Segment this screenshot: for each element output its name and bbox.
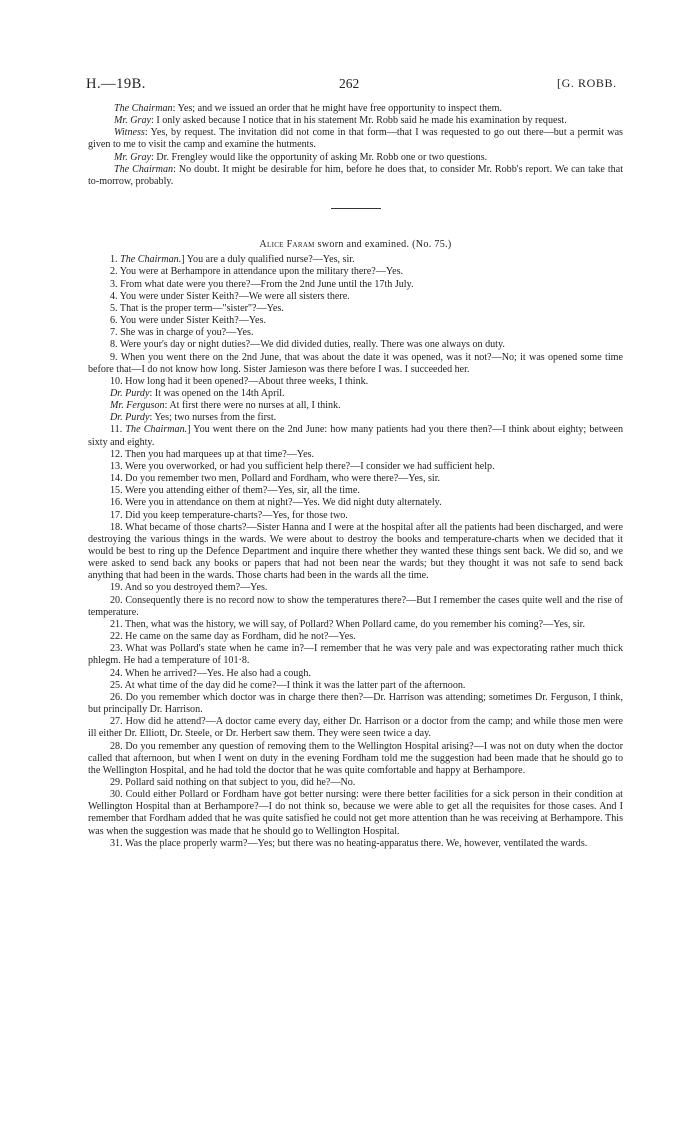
question-number: 17. (110, 509, 123, 521)
question-number: 2. (110, 266, 118, 278)
intro-paragraph: The Chairman: No doubt. It might be desirable for him, before he does that, to consider Mr. Robb's report. We can take that to-morrow, probably. (88, 163, 623, 187)
question-number: 24. (110, 667, 123, 679)
question-number: 30. (110, 789, 123, 801)
question-number: 19. (110, 582, 123, 594)
speaker-name: Dr. Purdy (110, 412, 150, 424)
question-text: Do you remember any question of removing them to the Wellington Hospital arising?—I was not on duty when the doctor called that afternoon, but when I went on duty in the evening Fordham told me the suggestion had been made that he should go to the Wellington Hospital, and he had told the doctor that he was quite comfortable and happy at Berhampore. (88, 740, 624, 776)
speaker-name: Mr. Gray (114, 115, 152, 127)
question-paragraph (88, 668, 623, 680)
section-title (88, 239, 623, 251)
question-paragraph (88, 838, 623, 850)
paragraph-text: Yes; and we issued an order that he might have free opportunity to inspect them. (175, 103, 502, 114)
question-text: : At first there were no nurses at all, I think. (164, 400, 341, 412)
question-text: You were under Sister Keith?—We were all sisters there. (119, 290, 350, 302)
question-number: 9. (110, 351, 118, 363)
question-text: She was in charge of you?—Yes. (120, 327, 254, 339)
question-paragraph (88, 777, 623, 789)
speaker-name: Mr. Gray (114, 151, 152, 163)
question-number: 4. (110, 290, 118, 302)
page-number: 262 (339, 76, 360, 91)
question-text: : Yes; two nurses from the first. (149, 412, 277, 424)
question-number: 7. (110, 327, 118, 339)
question-paragraph (88, 400, 623, 412)
question-text: You were under Sister Keith?—Yes. (119, 315, 266, 327)
question-paragraph (88, 291, 623, 303)
question-number: 28. (110, 740, 123, 752)
question-paragraph (88, 266, 623, 278)
question-text: When you went there on the 2nd June, that was about the date it was opened, was it not?—No; it was opened some time before that—I do not know how long. Sister Jamieson was there before I was. I succeeded her. (88, 351, 623, 375)
question-number: 1. (110, 254, 118, 266)
question-number: 31. (110, 837, 123, 849)
question-text: What was Pollard's state when he came in?—I remember that he was very pale and was expectorating rather much thick phlegm. He had a temperature of 101·8. (88, 643, 624, 667)
section-title-text: sworn and examined. (317, 239, 410, 251)
question-paragraph (88, 741, 623, 777)
question-number: 29. (110, 776, 123, 788)
question-paragraph (88, 376, 623, 388)
question-number: 26. (110, 691, 123, 703)
intro-paragraph: The Chairman: Yes; and we issued an order that he might have free opportunity to inspect them. (114, 103, 502, 114)
paragraph-text: No doubt. It might be desirable for him, before he does that, to consider Mr. Robb's report. We can take that to-morrow, probably. (88, 163, 623, 187)
question-paragraph (88, 254, 623, 266)
question-text: Do you remember which doctor was in charge there then?—Dr. Harrison was attending; sometimes Dr. Ferguson, I think, but principally Dr. Harrison. (88, 691, 623, 716)
question-paragraph (88, 388, 623, 400)
question-text: Were you overworked, or had you sufficient help there?—I consider we had sufficient help. (124, 460, 495, 472)
question-text: Were you attending either of them?—Yes, sir, all the time. (124, 485, 360, 497)
question-text: Consequently there is no record now to show the temperatures there?—But I remember the cases quite well and the rise of temperature. (88, 594, 623, 618)
question-text: Pollard said nothing on that subject to you, did he?—No. (125, 776, 356, 788)
question-paragraph (88, 412, 623, 424)
question-paragraph (88, 595, 623, 619)
question-paragraph (88, 716, 623, 740)
intro-block (88, 103, 623, 188)
question-paragraph (88, 327, 623, 339)
question-number: 15. (110, 485, 123, 497)
question-number: 23. (110, 643, 123, 655)
intro-paragraph: Witness: Yes, by request. The invitation did not come in that form—that I was requested to go out there—but a permit was given to me to visit the camp and examine the hutments. (88, 127, 623, 151)
question-number: 14. (110, 473, 123, 485)
question-number: 16. (110, 497, 123, 509)
question-text: Were you in attendance on them at night?—Yes. We did night duty alternately. (124, 497, 442, 509)
question-paragraph (88, 692, 623, 716)
question-number: 10. (110, 375, 123, 387)
speaker-name: The Chairman. (120, 254, 182, 266)
question-number: 27. (110, 716, 123, 728)
speaker-name: The Chairman (114, 163, 174, 175)
document-body (88, 103, 623, 850)
question-text: And so you destroyed them?—Yes. (124, 582, 268, 594)
speaker-name: The Chairman. (125, 424, 188, 436)
question-paragraph (88, 473, 623, 485)
question-text: : It was opened on the 14th April. (149, 387, 285, 399)
question-paragraph (88, 510, 623, 522)
question-text: How did he attend?—A doctor came every day, either Dr. Harrison or a doctor from the camp; and while those men were ill either Dr. Elliott, Dr. Steele, or Dr. Herbert saw them. They were seen twice a day. (88, 716, 623, 740)
question-number: 25. (110, 679, 123, 691)
question-text: Were your's day or night duties?—We did divided duties, really. There was one always on duty. (119, 339, 505, 351)
intro-paragraph: Mr. Gray: Dr. Frengley would like the opportunity of asking Mr. Robb one or two questions. (114, 151, 488, 163)
page-header (0, 76, 700, 98)
question-number: 22. (110, 631, 123, 643)
question-number: 20. (110, 594, 123, 606)
question-paragraph (88, 582, 623, 594)
question-paragraph (88, 497, 623, 509)
question-paragraph (88, 352, 623, 376)
question-number: 13. (110, 460, 123, 472)
question-number: 5. (110, 302, 118, 314)
question-paragraph (88, 339, 623, 351)
question-number: 3. (110, 278, 118, 290)
question-list (88, 254, 623, 850)
question-number: 6. (110, 315, 118, 327)
question-paragraph (88, 522, 623, 583)
speaker-name: Mr. Ferguson (110, 400, 165, 412)
question-paragraph (88, 789, 623, 838)
speaker-name: The Chairman (114, 103, 173, 114)
paragraph-text: Yes, by request. The invitation did not come in that form—that I was requested to go out there—but a permit was given to me to visit the camp and examine the hutments. (88, 127, 623, 151)
question-number: 21. (110, 618, 123, 630)
question-number: 8. (110, 339, 118, 351)
question-paragraph (88, 643, 623, 667)
question-text: Did you keep temperature-charts?—Yes, for those two. (125, 509, 348, 521)
question-text: He came on the same day as Fordham, did he not?—Yes. (125, 631, 356, 643)
question-paragraph (88, 619, 623, 631)
intro-paragraph: Mr. Gray: I only asked because I notice that in his statement Mr. Robb said he made his examination by request. (114, 115, 567, 127)
witness-number: (No. 75.) (412, 239, 452, 251)
question-text: Do you remember two men, Pollard and Fordham, who were there?—Yes, sir. (125, 473, 441, 485)
question-text: What became of those charts?—Sister Hanna and I were at the hospital after all the patients had been discharged, and were destroying the various things in the wards. We were about to destroy the books and temperature-charts when we decided that it would be best to ring up the Defence Department and inquire there whether they wanted these things sent back. We did so, and we were asked to send back any books or papers that had not been near the wards; but they thought it was not safe to send back anything that had been in the wards. Those charts had been in the wards all the time. (88, 521, 624, 582)
speaker-name: Dr. Purdy (110, 387, 150, 399)
paragraph-text: Dr. Frengley would like the opportunity of asking Mr. Robb one or two questions. (153, 151, 488, 163)
question-text: ] You went there on the 2nd June: how many patients had you there then?—I think about eighty; between sixty and eighty. (88, 424, 623, 448)
question-paragraph (88, 424, 623, 448)
question-text: That is the proper term—"sister"?—Yes. (119, 302, 284, 314)
question-paragraph (88, 315, 623, 327)
question-paragraph (88, 449, 623, 461)
question-number: 18. (110, 521, 123, 533)
document-reference: H.—19B. (86, 76, 146, 92)
question-text: You were at Berhampore in attendance upon the military there?—Yes. (119, 266, 404, 278)
question-paragraph (88, 461, 623, 473)
speaker-name: Witness (114, 127, 145, 139)
question-number: 12. (110, 448, 123, 460)
question-paragraph (88, 303, 623, 315)
witness-reference: [G. ROBB. (557, 76, 617, 90)
question-paragraph (88, 485, 623, 497)
question-text: Could either Pollard or Fordham have got better nursing: were there better facilities for a sick person in their condition at Wellington Hospital than at Berhampore?—I do not think so, because we were able to get all the requisites for those cases. And I remember that Fordham added that he was quite satisfied he could not get more attention than he was receiving at Berhampore. This was when the suggestion was made that he should go to Wellington Hospital. (88, 789, 623, 837)
question-paragraph (88, 279, 623, 291)
question-text: Was the place properly warm?—Yes; but there was no heating-apparatus there. We, however, ventilated the wards. (124, 837, 588, 849)
question-text: Then you had marquees up at that time?—Yes. (124, 448, 314, 460)
witness-name: Alice Faram (259, 239, 315, 251)
question-text: At what time of the day did he come?—I think it was the latter part of the afternoon. (124, 679, 466, 691)
question-text: How long had it been opened?—About three weeks, I think. (125, 375, 369, 387)
question-paragraph (88, 680, 623, 692)
paragraph-text: I only asked because I notice that in his statement Mr. Robb said he made his examination by request. (153, 115, 567, 127)
question-text: From what date were you there?—From the 2nd June until the 17th July. (120, 278, 414, 290)
question-text: Then, what was the history, we will say, of Pollard? When Pollard came, do you remember his coming?—Yes, sir. (124, 618, 585, 630)
section-divider (331, 208, 381, 209)
question-text: When he arrived?—Yes. He also had a cough. (124, 667, 311, 679)
question-number: 11. (110, 424, 123, 436)
question-text: ] You are a duly qualified nurse?—Yes, sir. (181, 254, 355, 266)
question-paragraph (88, 631, 623, 643)
